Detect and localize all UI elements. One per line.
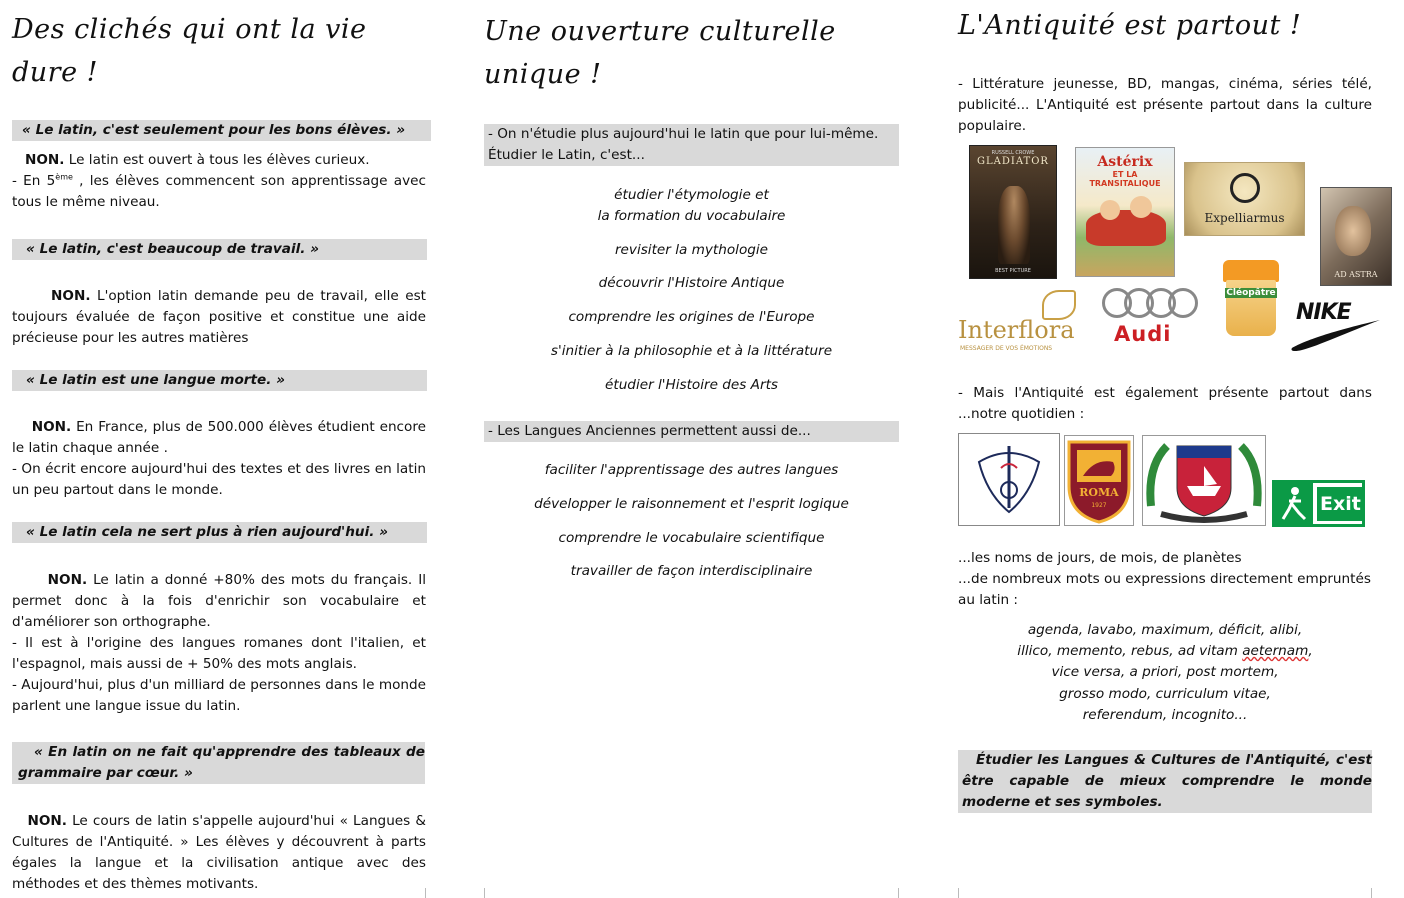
answer-paragraph: NON. Le cours de latin s'appelle aujourd'hui « Langues & Cultures de l'Antiquité. » Les élèves y découvrent à parts égales la langue et la civilisation antique avec des méthodes et des thèmes motivants. (12, 813, 426, 892)
list-item: revisiter la mythologie (614, 242, 769, 258)
list-item: faciliter l'apprentissage des autres langues (544, 462, 839, 478)
column-mark (898, 888, 899, 898)
gladiator-poster: RUSSELL CROWE GLADIATOR BEST PICTURE (969, 145, 1057, 279)
nike-logo: NIKE (1288, 298, 1384, 354)
expelliarmus-image: Expelliarmus (1184, 162, 1305, 236)
myth-banner: « En latin on ne fait qu'apprendre des tableaux de grammaire par cœur. » (12, 742, 425, 784)
words-paragraph: ...les noms de jours, de mois, de planètes ...de nombreux mots ou expressions directement empruntés au latin : (958, 550, 1371, 608)
column-mark (958, 888, 959, 898)
latin-words-line: illico, memento, rebus, ad vitam aeternam, (1017, 643, 1313, 659)
list-item: travailler de façon interdisciplinaire (570, 563, 813, 579)
exit-sign: Exit (1272, 480, 1365, 527)
column-cliches (12, 0, 426, 892)
column-title: Des clichés qui ont la vie dure ! (12, 14, 367, 88)
list-item: comprendre les origines de l'Europe (568, 309, 815, 325)
ad-astra-manga-cover: AD ASTRA (1320, 187, 1392, 286)
myth-banner: « Le latin, c'est beaucoup de travail. » (12, 239, 427, 260)
column-mark (484, 888, 485, 898)
paris-coat-of-arms (1142, 435, 1266, 526)
conclusion-banner: Étudier les Langues & Cultures de l'Antiquité, c'est être capable de mieux comprendre le monde moderne et ses symboles. (958, 750, 1372, 813)
asterix-cover: Astérix ET LA TRANSITALIQUE (1075, 147, 1175, 277)
latin-words-line: grosso modo, curriculum vitae, (1059, 686, 1271, 702)
section-banner: - On n'étudie plus aujourd'hui le latin que pour lui-même. Étudier le Latin, c'est... (484, 124, 899, 166)
french-emblem-logo (958, 433, 1060, 526)
intro-paragraph: - Mais l'Antiquité est également présente partout dans ...notre quotidien : (958, 385, 1372, 422)
intro-paragraph: - Littérature jeunesse, BD, mangas, cinéma, séries télé, publicité... L'Antiquité est présente partout dans la culture populaire. (958, 76, 1372, 134)
myth-banner: « Le latin, c'est seulement pour les bons élèves. » (12, 120, 431, 141)
interflora-logo: Interflora MESSAGER DE VOS ÉMOTIONS (958, 288, 1090, 354)
cleopatre-glue-jar: Cléopâtre (1223, 260, 1279, 338)
answer-paragraph: NON. Le latin a donné +80% des mots du français. Il permet donc à la fois d'enrichir son vocabulaire et d'améliorer son orthographe. - Il est à l'origine des langues romanes dont l'italien, et l'espagnol, mais aussi de + 50% des mots anglais. - Aujourd'hui, plus d'un milliard de personnes dans le monde parlent une langue issue du latin. (12, 572, 426, 714)
answer-paragraph: NON. Le latin est ouvert à tous les élèves curieux. - En 5ème , les élèves commencent son apprentissage avec tous le même niveau. (12, 152, 426, 210)
list-item: développer le raisonnement et l'esprit logique (534, 496, 849, 512)
list-item: comprendre le vocabulaire scientifique (558, 530, 825, 546)
column-ouverture (484, 0, 899, 579)
latin-words-line: vice versa, a priori, post mortem, (1051, 664, 1279, 680)
audi-logo: Audi (1100, 286, 1200, 350)
list-item: s'initier à la philosophie et à la littérature (550, 343, 833, 359)
myth-banner: « Le latin cela ne sert plus à rien aujourd'hui. » (12, 522, 427, 543)
list-item: étudier l'Histoire des Arts (605, 377, 778, 393)
as-roma-crest: ROMA 1927 (1064, 435, 1134, 526)
column-title: L'Antiquité est partout ! (958, 10, 1302, 41)
section-banner: - Les Langues Anciennes permettent aussi de... (484, 421, 899, 442)
list-item: étudier l'étymologie et (614, 187, 769, 203)
list-item: la formation du vocabulaire (597, 208, 786, 224)
latin-words-line: agenda, lavabo, maximum, déficit, alibi, (1027, 622, 1303, 638)
column-title: Une ouverture culturelle unique ! (484, 16, 836, 90)
latin-words-line: referendum, incognito... (1082, 707, 1248, 723)
list-item: découvrir l'Histoire Antique (598, 275, 785, 291)
column-antiquite (958, 0, 1378, 810)
myth-banner: « Le latin est une langue morte. » (12, 370, 427, 391)
column-mark (1371, 888, 1372, 898)
column-mark (425, 888, 426, 898)
answer-paragraph: NON. En France, plus de 500.000 élèves étudient encore le latin chaque année . - On écrit encore aujourd'hui des textes et des livres en latin un peu partout dans le monde. (12, 419, 426, 498)
answer-paragraph: NON. L'option latin demande peu de travail, elle est toujours évaluée de façon positive et constitue une aide précieuse pour les autres matières (12, 288, 426, 346)
